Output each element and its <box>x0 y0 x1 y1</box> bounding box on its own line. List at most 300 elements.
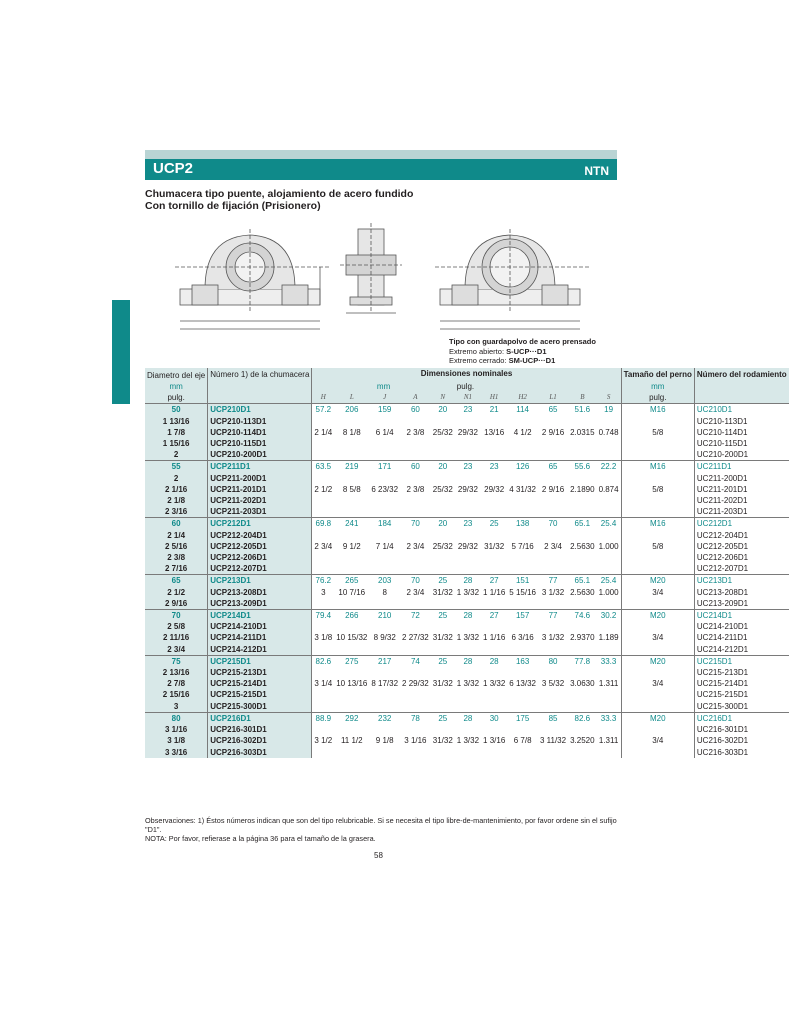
dimension-value: 3 1/2 <box>312 735 334 746</box>
header-bolt-unit-mm: mm <box>621 381 694 392</box>
dimension-value <box>312 530 334 541</box>
dimension-value <box>312 701 334 713</box>
bolt-size <box>621 449 694 461</box>
dimension-value <box>597 552 622 563</box>
dimension-value <box>455 747 481 758</box>
dimension-value: 78 <box>400 712 431 724</box>
dimension-value <box>334 747 369 758</box>
dimension-value: 31/32 <box>484 541 505 551</box>
dimension-value: 55.6 <box>568 461 596 473</box>
dimension-value: 65 <box>538 461 568 473</box>
dimension-value <box>334 621 369 632</box>
shaft-diameter: 2 13/16 <box>145 667 208 678</box>
dimension-value <box>538 644 568 656</box>
shaft-diameter: 3 3/16 <box>145 747 208 758</box>
bearing-number: UC214-211D1 <box>694 632 788 643</box>
dimension-symbol: J <box>369 392 400 404</box>
dimension-value <box>538 449 568 461</box>
table-row <box>145 461 789 473</box>
bolt-size: M20 <box>621 655 694 667</box>
dimension-value <box>400 747 431 758</box>
dimension-value <box>312 495 334 506</box>
dimension-value <box>431 598 455 610</box>
dimension-value <box>455 506 481 518</box>
header-bolt: Tamaño del perno <box>621 368 694 381</box>
bolt-size: 5/8 <box>621 427 694 438</box>
dimension-value <box>538 701 568 713</box>
dimension-value: 163 <box>507 655 538 667</box>
bolt-size: 3/4 <box>621 632 694 643</box>
dimension-value <box>568 506 596 518</box>
dimension-value: 275 <box>334 655 369 667</box>
dimension-value <box>369 530 400 541</box>
dimension-value <box>538 416 568 427</box>
unit-number: UCP215-213D1 <box>208 667 312 678</box>
dimension-value: 203 <box>369 575 400 587</box>
dimension-value <box>507 552 538 563</box>
dimension-value <box>597 701 622 713</box>
dimension-value <box>597 621 622 632</box>
dimension-value: 27 <box>481 610 507 622</box>
dimension-value: 266 <box>334 610 369 622</box>
dimension-value: 25 <box>431 610 455 622</box>
dimension-value: 1.189 <box>598 633 619 643</box>
dimension-value <box>334 416 369 427</box>
dimension-value: 114 <box>507 404 538 416</box>
table-body <box>145 404 789 758</box>
dimension-value: 10 13/16 <box>336 679 368 689</box>
dimension-value <box>400 552 431 563</box>
bolt-size <box>621 724 694 735</box>
subtitle-line1: Chumacera tipo puente, alojamiento de acero fundido <box>145 188 414 200</box>
bearing-number: UC210-114D1 <box>694 427 788 438</box>
bearing-number: UC211-201D1 <box>694 484 788 495</box>
dimension-value: 70 <box>400 575 431 587</box>
dimension-value <box>568 747 596 758</box>
dimension-value <box>334 598 369 610</box>
dimension-value: 219 <box>334 461 369 473</box>
shaft-diameter: 65 <box>145 575 208 587</box>
dimension-value <box>431 621 455 632</box>
subtitle-line2: Con tornillo de fijación (Prisionero) <box>145 200 321 212</box>
dimension-value: 5 15/16 <box>509 587 536 597</box>
dimension-value <box>568 552 596 563</box>
dimension-value <box>597 563 622 575</box>
table-row <box>145 495 789 506</box>
bearing-number: UC211-200D1 <box>694 473 788 484</box>
dimension-value <box>507 621 538 632</box>
unit-number: UCP214D1 <box>208 610 312 622</box>
dimension-value <box>597 598 622 610</box>
dimension-value <box>538 530 568 541</box>
dimension-value <box>312 438 334 449</box>
dimension-value <box>455 621 481 632</box>
dimension-value: 2 3/8 <box>406 427 425 437</box>
section-header <box>145 159 617 180</box>
bolt-size: 5/8 <box>621 484 694 495</box>
dimension-value: 69.8 <box>312 518 334 530</box>
shaft-diameter: 2 5/8 <box>145 621 208 632</box>
dimension-value: 57.2 <box>312 404 334 416</box>
bolt-size <box>621 689 694 700</box>
dimension-value: 63.5 <box>312 461 334 473</box>
bolt-size <box>621 598 694 610</box>
shaft-diameter: 2 15/16 <box>145 689 208 700</box>
dimension-value: 157 <box>507 610 538 622</box>
dimension-value: 29/32 <box>457 427 478 437</box>
dimension-value: 23 <box>455 518 481 530</box>
bolt-size <box>621 644 694 656</box>
dimension-value <box>507 689 538 700</box>
bolt-size: M16 <box>621 404 694 416</box>
dimension-value: 175 <box>507 712 538 724</box>
dimension-value: 74 <box>400 655 431 667</box>
shaft-diameter: 2 1/2 <box>145 587 208 598</box>
bolt-size <box>621 495 694 506</box>
dimension-value: 30.2 <box>597 610 622 622</box>
unit-number: UCP216-302D1 <box>208 735 312 746</box>
shaft-diameter: 50 <box>145 404 208 416</box>
dimension-value <box>369 473 400 484</box>
dimension-value <box>455 416 481 427</box>
dimension-value <box>334 530 369 541</box>
dimension-value: 8 1/8 <box>342 427 361 437</box>
bearing-number: UC216-301D1 <box>694 724 788 735</box>
dimension-value: 138 <box>507 518 538 530</box>
technical-drawings <box>170 217 600 345</box>
dimension-value <box>334 506 369 518</box>
dimension-value <box>312 563 334 575</box>
bolt-size <box>621 621 694 632</box>
dimension-value: 72 <box>400 610 431 622</box>
dimension-value: 2 3/8 <box>406 484 425 494</box>
dimension-value: 25 <box>431 655 455 667</box>
table-row <box>145 552 789 563</box>
bolt-size: 5/8 <box>621 541 694 552</box>
bearing-number: UC216-303D1 <box>694 747 788 758</box>
dimension-value <box>400 473 431 484</box>
unit-number: UCP211-203D1 <box>208 506 312 518</box>
dimension-value <box>312 621 334 632</box>
header-bearing: Número del rodamiento <box>694 368 788 381</box>
caption-open-label: Extremo abierto: <box>449 346 507 356</box>
shaft-diameter: 1 13/16 <box>145 416 208 427</box>
dimension-value <box>507 598 538 610</box>
unit-number: UCP216-303D1 <box>208 747 312 758</box>
dimension-value <box>597 644 622 656</box>
dimension-value: 7 1/4 <box>375 541 394 551</box>
dimension-value <box>334 438 369 449</box>
dimension-value: 3 <box>312 587 334 598</box>
dimension-value: 2 1/4 <box>312 427 334 438</box>
dimension-value: 1.311 <box>598 736 619 746</box>
bearing-number: UC211-202D1 <box>694 495 788 506</box>
unit-number: UCP214-212D1 <box>208 644 312 656</box>
dimension-value: 28 <box>455 712 481 724</box>
dimension-value <box>431 506 455 518</box>
dimension-value <box>481 667 507 678</box>
bearing-number: UC213-208D1 <box>694 587 788 598</box>
dimension-value <box>455 644 481 656</box>
dimension-value: 2 3/4 <box>312 541 334 552</box>
table-row <box>145 575 789 587</box>
dimension-value <box>369 701 400 713</box>
dimension-value: 30 <box>481 712 507 724</box>
dimension-value: 27 <box>481 575 507 587</box>
dimension-value: 151 <box>507 575 538 587</box>
dimension-value <box>538 473 568 484</box>
dimension-value <box>507 506 538 518</box>
dimension-value: 1 3/32 <box>456 736 480 746</box>
dimension-value <box>400 563 431 575</box>
dimension-value: 3 1/4 <box>312 678 334 689</box>
dimension-value <box>431 449 455 461</box>
dimension-value: 4 31/32 <box>509 484 536 494</box>
dimension-value <box>334 495 369 506</box>
unit-number: UCP211-202D1 <box>208 495 312 506</box>
bearing-number: UC216D1 <box>694 712 788 724</box>
shaft-diameter: 70 <box>145 610 208 622</box>
dimension-value <box>568 416 596 427</box>
dimension-value: 126 <box>507 461 538 473</box>
unit-number: UCP215-215D1 <box>208 689 312 700</box>
side-view-drawing <box>340 223 402 313</box>
table-row <box>145 610 789 622</box>
dimension-value <box>334 724 369 735</box>
bearing-number: UC212-207D1 <box>694 563 788 575</box>
dimension-value: 28 <box>455 655 481 667</box>
footnote-2: NOTA: Por favor, refierase a la página 36 para el tamaño de la grasera. <box>145 834 376 843</box>
dimension-value: 1 3/32 <box>456 587 480 597</box>
bearing-number: UC215-215D1 <box>694 689 788 700</box>
dimension-value: 33.3 <box>597 655 622 667</box>
table-row <box>145 712 789 724</box>
dimension-value: 6 13/32 <box>509 679 536 689</box>
unit-number: UCP213-209D1 <box>208 598 312 610</box>
dimension-value <box>455 667 481 678</box>
dimension-value: 2.5630 <box>570 587 595 597</box>
bearing-number: UC210D1 <box>694 404 788 416</box>
dimension-value <box>481 552 507 563</box>
dimension-value <box>431 689 455 700</box>
dimension-value <box>312 598 334 610</box>
dimension-value: 5 7/16 <box>511 541 534 551</box>
dimension-value: 25/32 <box>432 484 453 494</box>
dimension-value <box>538 598 568 610</box>
dimension-value <box>568 667 596 678</box>
unit-number: UCP212D1 <box>208 518 312 530</box>
dimension-value <box>400 438 431 449</box>
dimension-value <box>481 438 507 449</box>
dimension-value: 1 3/32 <box>456 679 480 689</box>
unit-number: UCP211-201D1 <box>208 484 312 495</box>
dimension-value <box>400 530 431 541</box>
dimension-value: 2 1/2 <box>312 484 334 495</box>
table-row <box>145 655 789 667</box>
bearing-number: UC211D1 <box>694 461 788 473</box>
dimension-value: 23 <box>481 461 507 473</box>
dimension-value <box>568 598 596 610</box>
dimension-value: 29/32 <box>457 484 478 494</box>
bearing-number: UC215D1 <box>694 655 788 667</box>
dimension-value: 85 <box>538 712 568 724</box>
dimension-value: 11 1/2 <box>340 736 363 746</box>
dimension-value: 65.1 <box>568 575 596 587</box>
unit-number: UCP210-113D1 <box>208 416 312 427</box>
dimension-value: 25 <box>431 575 455 587</box>
dimension-value <box>334 689 369 700</box>
dimension-value: 3 1/32 <box>541 633 565 643</box>
dimension-value: 13/16 <box>484 427 505 437</box>
shaft-diameter: 55 <box>145 461 208 473</box>
dimension-value: 28 <box>455 575 481 587</box>
dimension-value <box>538 506 568 518</box>
dimension-value <box>369 449 400 461</box>
shaft-diameter: 2 3/16 <box>145 506 208 518</box>
dimension-value: 80 <box>538 655 568 667</box>
shaft-diameter: 2 1/16 <box>145 484 208 495</box>
dimension-value <box>400 598 431 610</box>
dimension-value <box>481 747 507 758</box>
dimension-value: 2.1890 <box>570 484 595 494</box>
dimension-value: 22.2 <box>597 461 622 473</box>
table-row <box>145 427 789 438</box>
dimension-value: 2 9/16 <box>541 484 565 494</box>
dimension-symbol: H1 <box>481 392 507 404</box>
dimension-value <box>455 552 481 563</box>
dimensions-table <box>145 368 789 758</box>
unit-number: UCP210-200D1 <box>208 449 312 461</box>
dimension-value: 25/32 <box>432 541 453 551</box>
dimension-value: 2.9370 <box>570 633 595 643</box>
bearing-number: UC215-213D1 <box>694 667 788 678</box>
dimension-value: 77.8 <box>568 655 596 667</box>
dimension-value: 6 3/16 <box>511 633 534 643</box>
bolt-size: 3/4 <box>621 735 694 746</box>
dimension-value: 1.311 <box>598 679 619 689</box>
dimension-value <box>481 598 507 610</box>
dimension-value: 1 1/16 <box>483 633 506 643</box>
dimension-value: 159 <box>369 404 400 416</box>
shaft-diameter: 2 3/8 <box>145 552 208 563</box>
dimension-value: 4 1/2 <box>513 427 532 437</box>
dimension-value <box>507 473 538 484</box>
dimension-value: 28 <box>481 655 507 667</box>
unit-number: UCP215-214D1 <box>208 678 312 689</box>
bearing-number: UC213D1 <box>694 575 788 587</box>
dimension-value: 1 3/16 <box>483 736 506 746</box>
bolt-size <box>621 667 694 678</box>
dimension-value <box>507 438 538 449</box>
dimension-value <box>455 563 481 575</box>
dimension-value: 25.4 <box>597 575 622 587</box>
table-row <box>145 587 789 598</box>
caption-line1: Tipo con guardapolvo de acero prensado <box>449 337 596 346</box>
dimension-value <box>538 552 568 563</box>
dimension-value: 2 27/32 <box>402 633 429 643</box>
dimension-value: 3.2520 <box>570 736 595 746</box>
dimension-value <box>455 701 481 713</box>
dimension-value: 74.6 <box>568 610 596 622</box>
dimension-value <box>481 506 507 518</box>
table-row <box>145 438 789 449</box>
dimension-value <box>455 724 481 735</box>
dimension-value <box>431 667 455 678</box>
dimension-value: 20 <box>431 518 455 530</box>
dimension-value <box>400 495 431 506</box>
dimension-value <box>334 473 369 484</box>
dimension-value: 82.6 <box>312 655 334 667</box>
dimension-value <box>568 701 596 713</box>
dimension-value: 2.5630 <box>570 541 595 551</box>
dimension-value: 70 <box>538 518 568 530</box>
dimension-value <box>312 416 334 427</box>
header-dims-unit-mm: mm <box>312 381 455 392</box>
bolt-size: 3/4 <box>621 678 694 689</box>
dimension-symbol: N1 <box>455 392 481 404</box>
bolt-size: M20 <box>621 712 694 724</box>
dimension-value <box>455 689 481 700</box>
bolt-size <box>621 530 694 541</box>
page-number: 58 <box>374 851 383 860</box>
dimension-value: 1 1/16 <box>483 587 506 597</box>
table-row <box>145 644 789 656</box>
dimension-value <box>431 473 455 484</box>
dimension-value <box>431 438 455 449</box>
dimension-value <box>369 563 400 575</box>
dimension-value <box>312 473 334 484</box>
table-row <box>145 632 789 643</box>
dimension-value <box>455 449 481 461</box>
dimension-value <box>507 667 538 678</box>
dimension-value <box>312 449 334 461</box>
dimension-value <box>369 506 400 518</box>
section-title: UCP2 <box>153 160 194 177</box>
dimension-value <box>400 621 431 632</box>
table-row <box>145 518 789 530</box>
bearing-number: UC215-300D1 <box>694 701 788 713</box>
dimension-value <box>597 416 622 427</box>
dimension-value: 23 <box>455 404 481 416</box>
dimension-value: 33.3 <box>597 712 622 724</box>
shaft-diameter: 3 1/8 <box>145 735 208 746</box>
dimension-value <box>481 530 507 541</box>
dimension-value <box>369 416 400 427</box>
footnote-1: Observaciones: 1) Éstos números indican que son del tipo relubricable. Si se necesita el tipo libre-de-mantenimiento, por favor ordene sin el sufijo "D1". <box>145 816 617 834</box>
dimension-value <box>400 449 431 461</box>
dimension-value: 3 1/16 <box>404 736 427 746</box>
dimension-value <box>597 438 622 449</box>
dimension-value <box>312 644 334 656</box>
dimension-value: 3 1/32 <box>541 587 565 597</box>
dimension-symbol: B <box>568 392 596 404</box>
table-row <box>145 530 789 541</box>
dimension-value <box>455 598 481 610</box>
dimension-value: 20 <box>431 461 455 473</box>
unit-number: UCP210-114D1 <box>208 427 312 438</box>
dimension-value <box>334 563 369 575</box>
dimension-value <box>507 724 538 735</box>
dimension-value: 6 7/8 <box>513 736 532 746</box>
dimension-value <box>568 449 596 461</box>
dimension-value <box>369 495 400 506</box>
dimension-value: 77 <box>538 610 568 622</box>
bearing-number: UC213-209D1 <box>694 598 788 610</box>
dimension-value <box>481 701 507 713</box>
dimension-value: 77 <box>538 575 568 587</box>
shaft-diameter: 75 <box>145 655 208 667</box>
unit-number: UCP210D1 <box>208 404 312 416</box>
